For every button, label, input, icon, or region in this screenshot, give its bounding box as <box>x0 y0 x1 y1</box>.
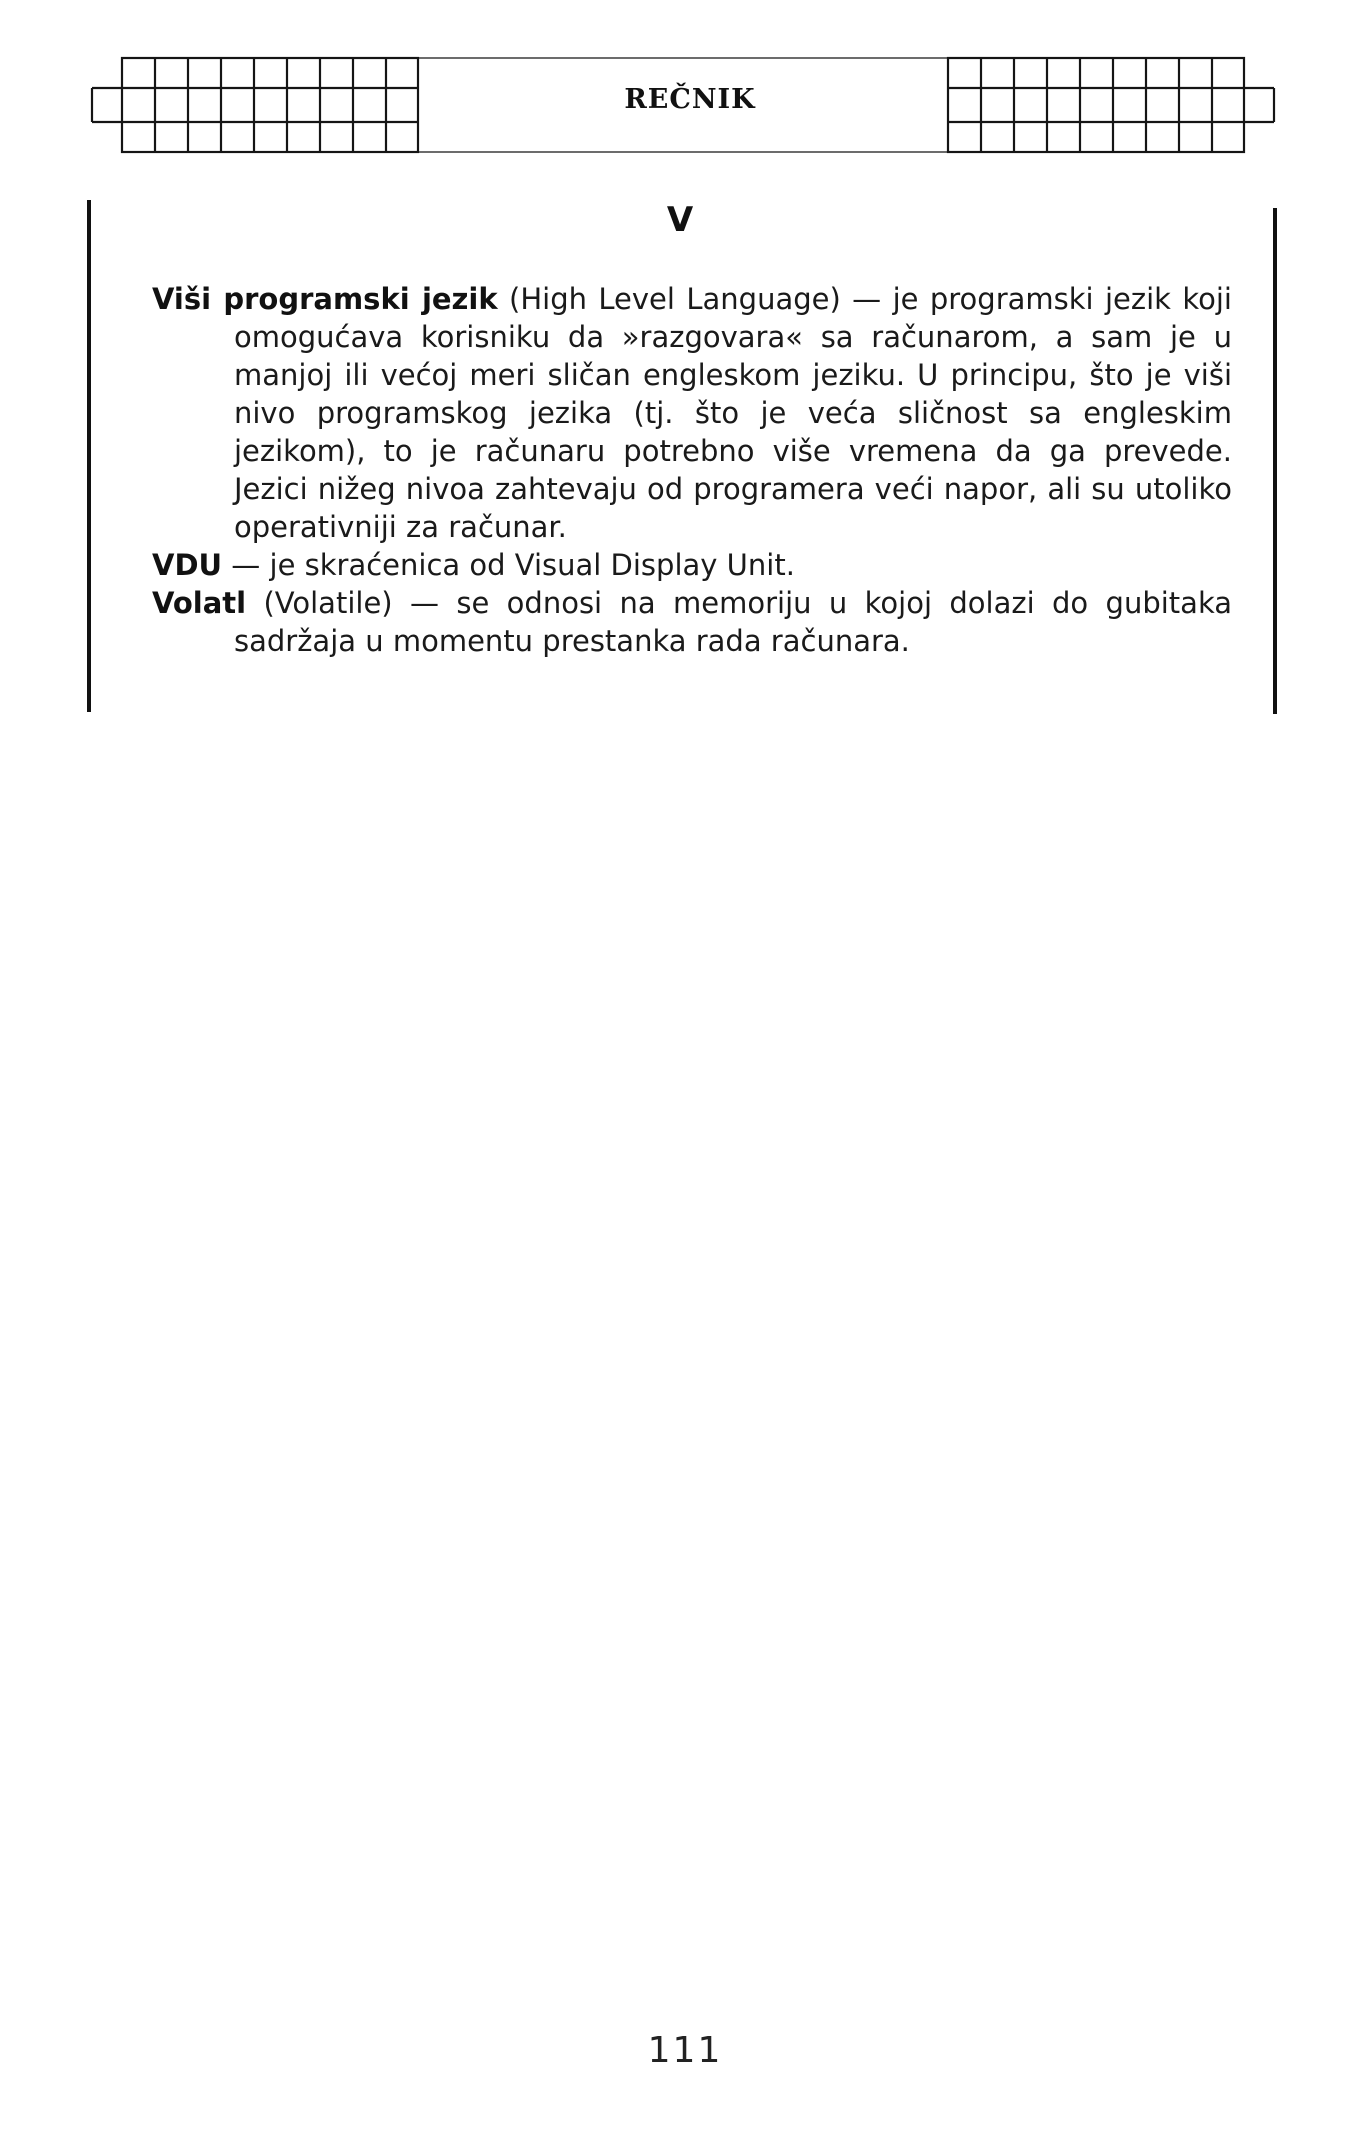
entry-term: VDU <box>152 548 223 582</box>
entry-term: Volatl <box>152 586 247 620</box>
entry-definition: (Volatile) — se odnosi na memoriju u kojoj dolazi do gubitaka sadržaja u momentu prestanka rada računara. <box>234 586 1232 658</box>
entry-definition: (High Level Language) — je programski jezik koji omogućava korisniku da »razgovara« sa računarom, a sam je u manjoj ili većoj meri sličan engleskom jeziku. U principu, što je viši nivo programskog jezika (tj. što je veća sličnost sa engleskim jezikom), to je računaru potrebno više vremena da ga prevede. Jezici nižeg nivoa zahtevaju od programera veći napor, ali su utoliko operativniji za računar. <box>234 282 1232 544</box>
running-header <box>0 0 1370 170</box>
entry-definition: — je skraćenica od Visual Display Unit. <box>222 548 795 582</box>
right-margin-rule <box>1273 208 1277 714</box>
entry-term: Viši programski jezik <box>152 282 498 316</box>
dictionary-entry <box>152 546 1232 584</box>
dictionary-entries <box>152 280 1232 660</box>
dictionary-entry <box>152 280 1232 546</box>
left-margin-rule <box>87 200 91 712</box>
header-title: REČNIK <box>624 84 756 115</box>
page-number: 111 <box>647 2030 723 2071</box>
dictionary-entry <box>152 584 1232 660</box>
section-letter: V <box>666 200 694 240</box>
